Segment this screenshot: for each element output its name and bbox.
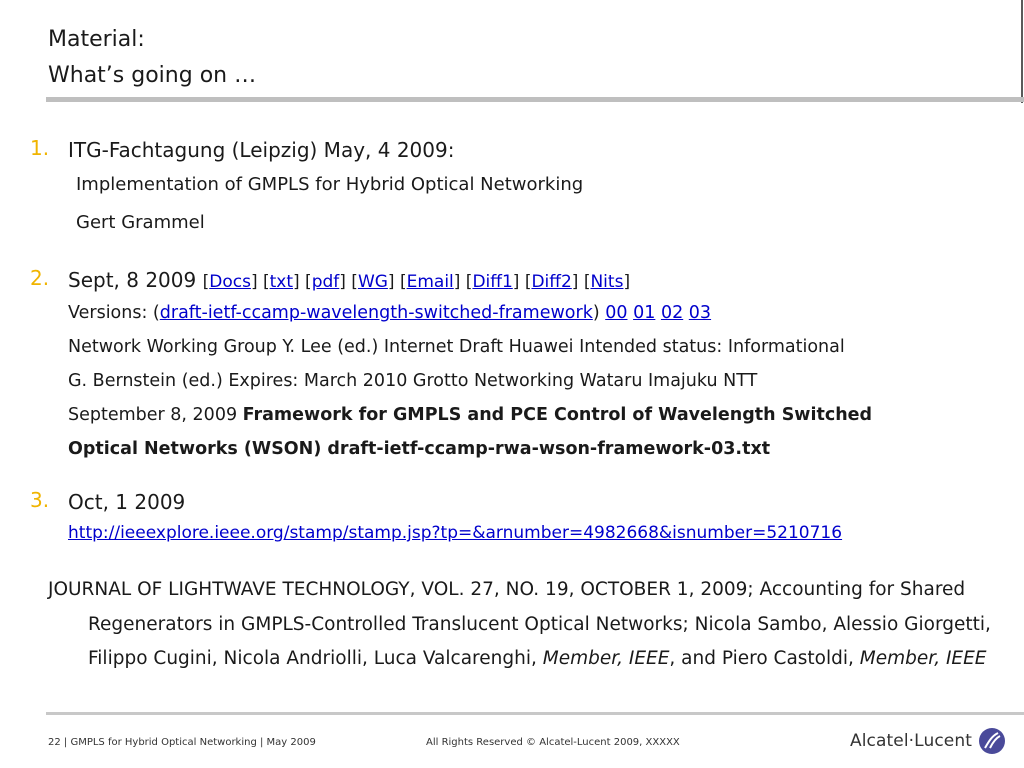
nits-link[interactable]: Nits bbox=[590, 272, 624, 292]
alcatel-lucent-logo bbox=[850, 726, 1006, 756]
diff2-link[interactable]: Diff2 bbox=[531, 272, 572, 292]
title-divider bbox=[46, 97, 1024, 102]
version-01-link[interactable]: 01 bbox=[633, 303, 656, 323]
journal-mid: , and Piero Castoldi, bbox=[669, 648, 860, 669]
item2-heading bbox=[68, 266, 872, 296]
docs-link[interactable]: Docs bbox=[209, 272, 251, 292]
item2-title-part1: Framework for GMPLS and PCE Control of Wavelength Switched bbox=[242, 405, 873, 425]
item2-date-text: September 8, 2009 bbox=[68, 405, 243, 425]
ieee-url-link[interactable]: http://ieeexplore.ieee.org/stamp/stamp.jsp?tp=&arnumber=4982668&isnumber=5210716 bbox=[68, 523, 843, 543]
item2-line-4: G. Bernstein (ed.) Expires: March 2010 Grotto Networking Wataru Imajuku NTT bbox=[68, 371, 758, 391]
slide-title bbox=[48, 22, 256, 94]
item3-url-line bbox=[68, 516, 842, 550]
list-number: 2. bbox=[30, 266, 50, 290]
item2-versions: Versions: (draft-ietf-ccamp-wavelength-switched-framework) 00 01 02 03 bbox=[68, 303, 712, 323]
item2-date: Sept, 8 2009 bbox=[68, 268, 197, 292]
list-number: 1. bbox=[30, 136, 50, 160]
list-number: 3. bbox=[30, 488, 50, 512]
footer-copyright: All Rights Reserved © Alcatel-Lucent 2009, XXXXX bbox=[426, 737, 680, 748]
title-edge-bar bbox=[1021, 0, 1023, 103]
item1-subtitle: Implementation of GMPLS for Hybrid Optical Networking bbox=[76, 174, 584, 195]
version-03-link[interactable]: 03 bbox=[688, 303, 712, 323]
footer-slide-info: 22 | GMPLS for Hybrid Optical Networking | May 2009 bbox=[48, 737, 316, 748]
logo-mark-icon bbox=[978, 727, 1006, 755]
journal-text: JOURNAL OF LIGHTWAVE TECHNOLOGY, VOL. 27, NO. 19, OCTOBER 1, 2009; Accounting for Shared Regenerators in GMPLS-Controlled Translucent Optical Networks; Nicola Sambo, Alessio Giorgetti, Filippo Cugini, Nicola Andriolli, Luca Valcarenghi, bbox=[48, 579, 991, 669]
item2-title-part2: Optical Networks (WSON) draft-ietf-ccamp-rwa-wson-framework-03.txt bbox=[68, 439, 771, 459]
versions-label: Versions: ( bbox=[68, 303, 160, 323]
item1-heading: ITG-Fachtagung (Leipzig) May, 4 2009: bbox=[68, 138, 455, 162]
title-line-2: What’s going on … bbox=[48, 63, 257, 88]
pdf-link[interactable]: pdf bbox=[311, 272, 340, 292]
item2-line-3: Network Working Group Y. Lee (ed.) Internet Draft Huawei Intended status: Informational bbox=[68, 337, 845, 357]
item2-line-5 bbox=[68, 398, 872, 432]
logo-text: Alcatel·Lucent bbox=[850, 731, 972, 751]
item2-links: [Docs] [txt] [pdf] [WG] [Email] [Diff1] [Diff2] [Nits] bbox=[202, 272, 631, 292]
version-02-link[interactable]: 02 bbox=[660, 303, 684, 323]
journal-citation bbox=[48, 573, 1024, 677]
version-00-link[interactable]: 00 bbox=[605, 303, 628, 323]
txt-link[interactable]: txt bbox=[269, 272, 294, 292]
item1-author: Gert Grammel bbox=[76, 212, 205, 233]
journal-role-2: Member, IEEE bbox=[859, 648, 987, 669]
title-line-1: Material: bbox=[48, 27, 145, 52]
draft-link[interactable]: draft-ietf-ccamp-wavelength-switched-framework bbox=[159, 303, 593, 323]
email-link[interactable]: Email bbox=[406, 272, 454, 292]
diff1-link[interactable]: Diff1 bbox=[472, 272, 513, 292]
footer-divider bbox=[46, 712, 1024, 715]
item3-date: Oct, 1 2009 bbox=[68, 490, 186, 514]
wg-link[interactable]: WG bbox=[357, 272, 388, 292]
journal-role-1: Member, IEEE bbox=[542, 648, 670, 669]
